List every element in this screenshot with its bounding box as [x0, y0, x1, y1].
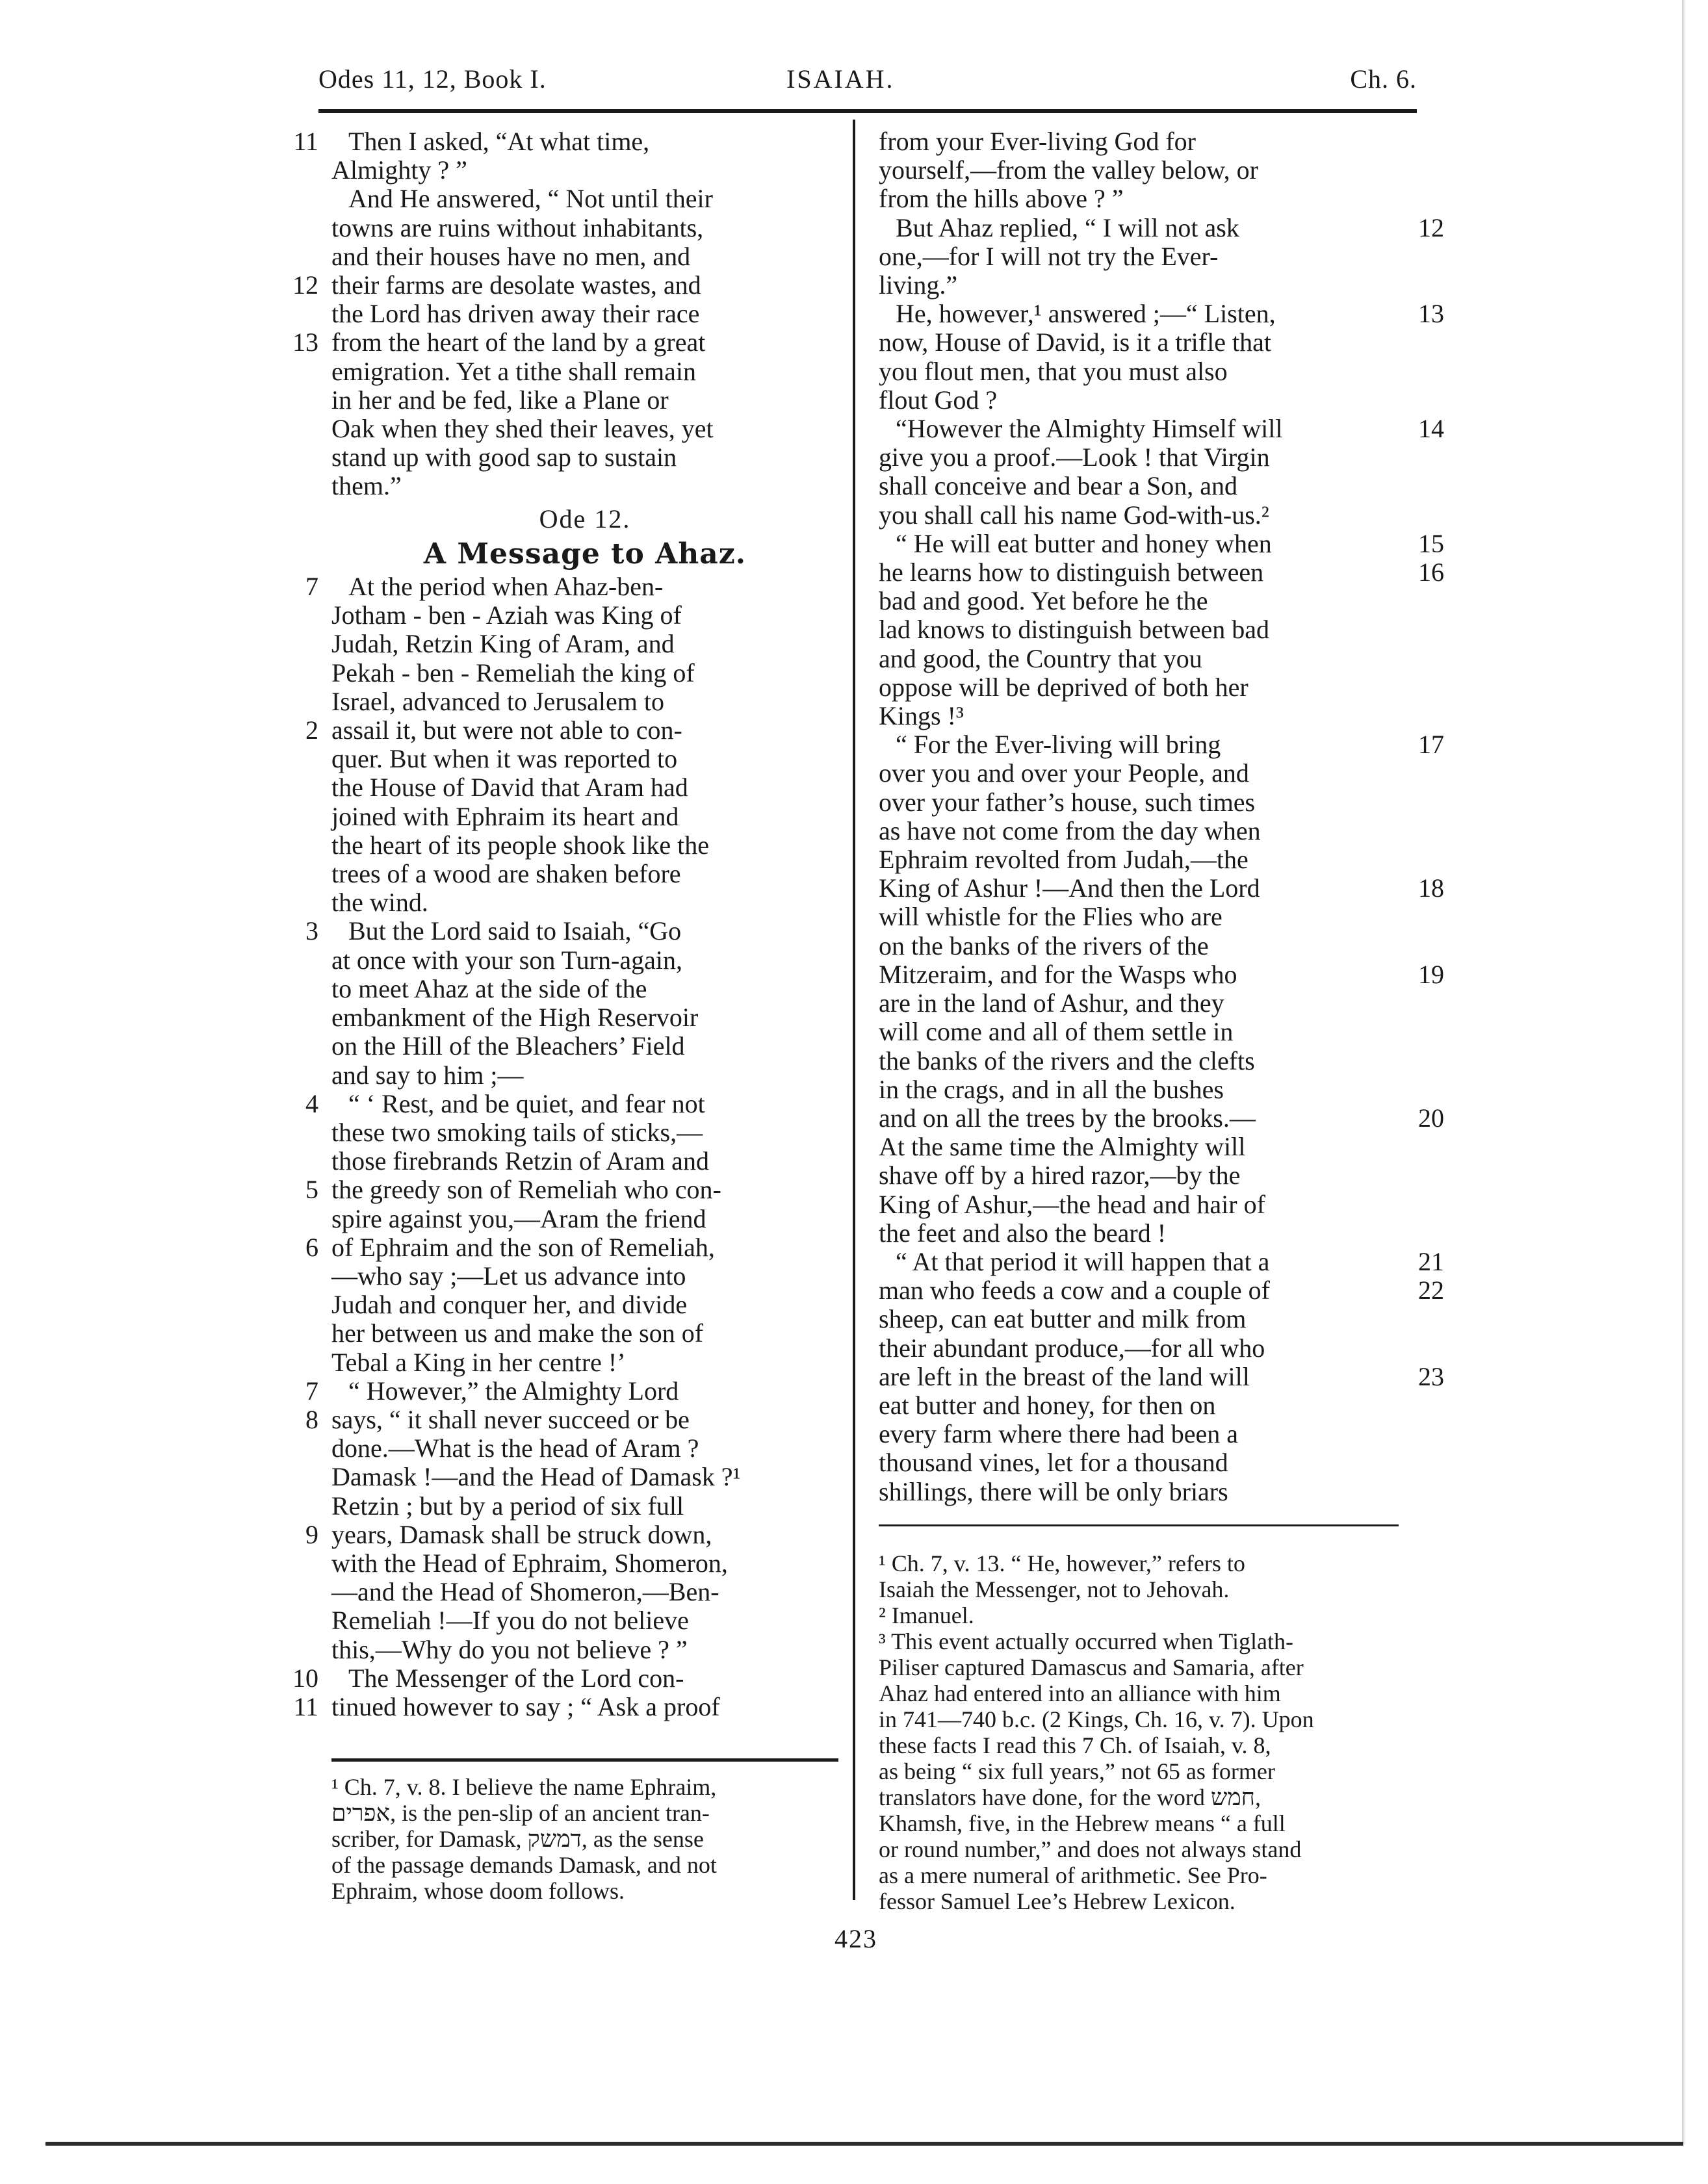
text-line: [293, 127, 838, 156]
text-line: [879, 1047, 1399, 1075]
line-text: Retzin ; but by a period of six full: [331, 1491, 684, 1521]
text-line: [879, 212, 1444, 242]
ode-heading: Ode 12.: [539, 504, 631, 533]
line-text: you shall call his name God-with-us.²: [879, 500, 1269, 530]
text-line: [879, 299, 1444, 329]
text-line: [879, 1276, 1444, 1305]
verse-number: 21: [1418, 1246, 1444, 1276]
line-text: on the Hill of the Bleachers’ Field: [331, 1031, 685, 1061]
text-line: [879, 989, 1399, 1018]
text-line: [331, 687, 838, 716]
line-text: the banks of the rivers and the clefts: [879, 1046, 1255, 1075]
footnote-line: of the passage demands Damask, and not: [331, 1852, 717, 1878]
text-line: [331, 831, 838, 860]
text-line: [331, 1463, 838, 1491]
line-text: shillings, there will be only briars: [879, 1476, 1228, 1506]
line-text: embankment of the High Reservoir: [331, 1003, 699, 1033]
line-text: will come and all of them settle in: [879, 1017, 1234, 1047]
line-text: living.”: [879, 270, 958, 300]
line-text: their abundant produce,—for all who: [879, 1333, 1265, 1363]
line-text: trees of a wood are shaken before: [331, 859, 681, 889]
line-text: with the Head of Ephraim, Shomeron,: [331, 1548, 728, 1578]
footnote-line: as a mere numeral of arithmetic. See Pro-: [879, 1862, 1267, 1888]
line-text: Jotham - ben - Aziah was King of: [331, 600, 682, 630]
text-line: [879, 702, 1399, 730]
verse-number: 18: [1418, 873, 1444, 903]
line-text: Pekah - ben - Remeliah the king of: [331, 658, 695, 687]
text-line: [331, 214, 838, 242]
verse-number: 4: [305, 1088, 318, 1118]
line-text: assail it, but were not able to con-: [331, 715, 682, 745]
line-text: the greedy son of Remeliah who con-: [331, 1175, 721, 1205]
line-text: tinued however to say ; “ Ask a proof: [331, 1691, 720, 1721]
verse-number: 16: [1418, 558, 1444, 587]
line-text: in her and be fed, like a Plane or: [331, 385, 669, 415]
text-line: [331, 443, 838, 472]
verse-number: 14: [1418, 414, 1444, 444]
column-divider: [853, 120, 855, 1900]
text-line: [879, 873, 1444, 903]
text-line: [879, 1075, 1399, 1104]
text-line: [879, 959, 1444, 989]
footnote-line: אפרים, is the pen-slip of an ancient tran-: [331, 1800, 710, 1826]
text-line: [305, 1088, 838, 1118]
ode-title: A Message to Ahaz.: [423, 537, 747, 571]
line-text: King of Ashur !—And then the Lord: [879, 873, 1260, 903]
line-text: But the Lord said to Isaiah, “Go: [348, 916, 682, 946]
line-text: over you and over your People, and: [879, 758, 1249, 788]
text-line: [879, 817, 1399, 845]
footnote-rule-left: [331, 1758, 838, 1762]
verse-number: 13: [292, 328, 318, 357]
line-text: every farm where there had been a: [879, 1419, 1239, 1449]
line-text: and their houses have no men, and: [331, 241, 691, 271]
text-line: [331, 472, 838, 500]
line-text: “ At that period it will happen that a: [896, 1246, 1270, 1276]
line-text: Israel, advanced to Jerusalem to: [331, 686, 665, 716]
verse-number: 12: [1418, 212, 1444, 242]
line-text: Kings !³: [879, 701, 964, 731]
text-line: [331, 659, 838, 687]
line-text: Oak when they shed their leaves, yet: [331, 414, 714, 444]
footnote-rule-right: [879, 1524, 1399, 1526]
line-text: shave off by a hired razor,—by the: [879, 1161, 1241, 1190]
line-text: —who say ;—Let us advance into: [331, 1261, 686, 1291]
line-text: the House of David that Aram had: [331, 773, 688, 803]
line-text: says, “ it shall never succeed or be: [331, 1404, 690, 1434]
line-text: “ ‘ Rest, and be quiet, and fear not: [348, 1088, 705, 1118]
text-line: [879, 673, 1399, 702]
text-line: [331, 1003, 838, 1032]
line-text: But Ahaz replied, “ I will not ask: [896, 212, 1239, 242]
footnote-line: Ahaz had entered into an alliance with him: [879, 1680, 1281, 1706]
line-text: are left in the breast of the land will: [879, 1361, 1250, 1391]
text-line: [879, 414, 1444, 444]
line-text: in the crags, and in all the bushes: [879, 1074, 1224, 1104]
verse-number: 7: [305, 1376, 318, 1406]
footnote-line: ¹ Ch. 7, v. 8. I believe the name Ephraim,: [331, 1774, 717, 1800]
text-line: [879, 1246, 1444, 1276]
line-text: of Ephraim and the son of Remeliah,: [331, 1232, 715, 1262]
line-text: her between us and make the son of: [331, 1318, 704, 1348]
verse-number: 7: [305, 572, 318, 602]
text-line: [331, 1578, 838, 1606]
text-line: [879, 528, 1444, 558]
line-text: you flout men, that you must also: [879, 356, 1228, 386]
footnote-line: these facts I read this 7 Ch. of Isaiah, v. 8,: [879, 1732, 1271, 1758]
line-text: Then I asked, “At what time,: [348, 127, 650, 156]
verse-number: 8: [305, 1404, 318, 1434]
text-line: [879, 558, 1444, 587]
line-text: as have not come from the day when: [879, 816, 1261, 845]
text-line: [331, 1492, 838, 1521]
text-line: [879, 1448, 1399, 1477]
line-text: And He answered, “ Not until their: [348, 184, 713, 214]
text-line: [879, 1478, 1399, 1506]
line-text: and say to him ;—: [331, 1060, 524, 1090]
line-text: He, however,¹ answered ;—“ Listen,: [896, 299, 1276, 329]
line-text: oppose will be deprived of both her: [879, 672, 1249, 702]
line-text: and good, the Country that you: [879, 643, 1202, 673]
text-line: [331, 1348, 838, 1377]
footnote-line: Piliser captured Damascus and Samaria, after: [879, 1654, 1304, 1680]
line-text: Judah, Retzin King of Aram, and: [331, 629, 675, 659]
verse-number: 5: [305, 1175, 318, 1205]
header-left: Odes 11, 12, Book I.: [318, 64, 547, 94]
verse-number: 10: [292, 1663, 318, 1693]
verse-number: 12: [292, 270, 318, 300]
line-text: eat butter and honey, for then on: [879, 1390, 1216, 1420]
line-text: to meet Ahaz at the side of the: [331, 973, 647, 1003]
text-line: [879, 472, 1399, 500]
line-text: man who feeds a cow and a couple of: [879, 1276, 1270, 1305]
text-line: [879, 156, 1399, 185]
line-text: on the banks of the rivers of the: [879, 931, 1209, 960]
text-line: [879, 1391, 1399, 1420]
text-line: [331, 1032, 838, 1060]
header-rule: [318, 109, 1417, 113]
page-edge-bottom: [45, 2142, 1683, 2146]
text-line: [331, 803, 838, 831]
text-line: [879, 1018, 1399, 1046]
line-text: he learns how to distinguish between: [879, 558, 1264, 587]
header-right: Ch. 6.: [1350, 64, 1417, 94]
text-line: [879, 1161, 1399, 1190]
line-text: “ For the Ever-living will bring: [896, 730, 1221, 760]
line-text: Remeliah !—If you do not believe: [331, 1606, 689, 1636]
header-title: ISAIAH.: [786, 64, 895, 94]
text-line: [331, 415, 838, 443]
text-line: [879, 328, 1399, 357]
line-text: —and the Head of Shomeron,—Ben-: [331, 1577, 719, 1607]
line-text: shall conceive and bear a Son, and: [879, 471, 1238, 501]
line-text: and on all the trees by the brooks.—: [879, 1103, 1256, 1133]
footnote-line: ² Imanuel.: [879, 1602, 974, 1628]
page-number: 423: [835, 1924, 877, 1953]
footnote-line: in 741—740 b.c. (2 Kings, Ch. 16, v. 7). Upon: [879, 1706, 1314, 1732]
text-line: [331, 1262, 838, 1291]
line-text: towns are ruins without inhabitants,: [331, 212, 704, 242]
right-column: [879, 127, 1444, 1506]
text-line: [305, 715, 838, 745]
text-line: [879, 1305, 1399, 1333]
line-text: lad knows to distinguish between bad: [879, 615, 1270, 645]
text-line: [331, 946, 838, 975]
line-text: At the same time the Almighty will: [879, 1132, 1246, 1162]
text-line: [331, 773, 838, 802]
text-line: [293, 1691, 838, 1721]
text-line: [305, 1404, 838, 1434]
footnote-line: Isaiah the Messenger, not to Jehovah.: [879, 1576, 1230, 1602]
line-text: Mitzeraim, and for the Wasps who: [879, 959, 1237, 989]
text-line: [331, 357, 838, 386]
text-line: [879, 903, 1399, 931]
footnote-line: Ephraim, whose doom follows.: [331, 1878, 625, 1904]
line-text: stand up with good sap to sustain: [331, 443, 677, 472]
line-text: Almighty ? ”: [331, 155, 467, 185]
text-line: [879, 730, 1444, 760]
verse-number: 9: [305, 1519, 318, 1549]
text-line: [879, 1103, 1444, 1133]
verse-number: 13: [1418, 299, 1444, 329]
text-line: [331, 386, 838, 415]
line-text: “However the Almighty Himself will: [896, 414, 1283, 444]
text-line: [331, 1118, 838, 1147]
text-line: [879, 386, 1399, 415]
line-text: their farms are desolate wastes, and: [331, 270, 701, 300]
verse-number: 2: [305, 715, 318, 745]
line-text: the feet and also the beard !: [879, 1218, 1167, 1248]
text-line: [292, 1663, 838, 1693]
line-text: Judah and conquer her, and divide: [331, 1290, 688, 1320]
line-text: flout God ?: [879, 385, 998, 415]
text-line: [305, 1376, 838, 1406]
text-line: [331, 1636, 838, 1664]
verse-number: 11: [293, 127, 318, 156]
line-text: The Messenger of the Lord con-: [348, 1663, 684, 1693]
line-text: these two smoking tails of sticks,—: [331, 1117, 703, 1147]
line-text: the wind.: [331, 888, 428, 918]
line-text: thousand vines, let for a thousand: [879, 1448, 1228, 1478]
text-line: [879, 127, 1399, 156]
text-line: [331, 1291, 838, 1319]
line-text: those firebrands Retzin of Aram and: [331, 1146, 709, 1176]
text-line: [879, 1219, 1399, 1248]
line-text: one,—for I will not try the Ever-: [879, 241, 1219, 271]
line-text: At the period when Ahaz-ben-: [348, 572, 664, 602]
page-edge-right: [1682, 0, 1686, 2144]
text-line: [879, 587, 1399, 615]
line-text: the Lord has driven away their race: [331, 299, 700, 329]
text-line: [331, 300, 838, 328]
line-text: from your Ever-living God for: [879, 127, 1196, 156]
line-text: Tebal a King in her centre !’: [331, 1347, 626, 1377]
text-line: [331, 1606, 838, 1635]
text-line: [879, 501, 1399, 530]
line-text: the heart of its people shook like the: [331, 830, 709, 860]
line-text: give you a proof.—Look ! that Virgin: [879, 443, 1270, 472]
verse-number: 19: [1418, 959, 1444, 989]
text-line: [879, 645, 1399, 673]
footnote-line: ³ This event actually occurred when Tiglath-: [879, 1628, 1293, 1654]
text-line: [879, 271, 1399, 300]
line-text: emigration. Yet a tithe shall remain: [331, 356, 696, 386]
text-line: [305, 1175, 838, 1205]
text-line: [305, 1232, 838, 1262]
text-line: [331, 601, 838, 630]
text-line: [879, 615, 1399, 644]
text-line: [331, 1147, 838, 1176]
verse-number: 15: [1418, 528, 1444, 558]
footnote-line: translators have done, for the word חמש,: [879, 1784, 1261, 1810]
text-line: [331, 630, 838, 658]
line-text: King of Ashur,—the head and hair of: [879, 1189, 1265, 1219]
left-column: [292, 127, 838, 1721]
line-text: Ephraim revolted from Judah,—the: [879, 845, 1249, 875]
line-text: sheep, can eat butter and milk from: [879, 1304, 1247, 1334]
text-line: [331, 242, 838, 271]
line-text: years, Damask shall be struck down,: [331, 1519, 712, 1549]
text-line: [331, 1434, 838, 1463]
text-line: [879, 1420, 1399, 1448]
text-line: [331, 975, 838, 1003]
line-text: Damask !—and the Head of Damask ?¹: [331, 1462, 741, 1492]
text-line: [331, 1319, 838, 1348]
footnote-line: scriber, for Damask, דמשק, as the sense: [331, 1826, 704, 1852]
text-line: [879, 1334, 1399, 1363]
text-line: [879, 788, 1399, 817]
line-text: joined with Ephraim its heart and: [331, 801, 679, 831]
text-line: [331, 185, 838, 213]
text-line: [879, 443, 1399, 472]
line-text: bad and good. Yet before he the: [879, 586, 1208, 616]
text-line: [292, 270, 838, 300]
text-line: [879, 242, 1399, 271]
verse-number: 20: [1418, 1103, 1444, 1133]
footnotes-right: [879, 1550, 1399, 1914]
footnote-line: Khamsh, five, in the Hebrew means “ a full: [879, 1810, 1286, 1836]
text-line: [879, 1133, 1399, 1161]
verse-number: 6: [305, 1232, 318, 1262]
line-text: from the hills above ? ”: [879, 184, 1124, 214]
line-text: “ However,” the Almighty Lord: [348, 1376, 679, 1406]
footnote-line: ¹ Ch. 7, v. 13. “ He, however,” refers to: [879, 1550, 1245, 1576]
text-line: [331, 1549, 838, 1578]
line-text: quer. But when it was reported to: [331, 744, 678, 774]
footnote-line: as being “ six full years,” not 65 as former: [879, 1758, 1275, 1784]
line-text: done.—What is the head of Aram ?: [331, 1433, 699, 1463]
text-line: [879, 759, 1399, 788]
text-line: [331, 888, 838, 917]
verse-number: 17: [1418, 730, 1444, 760]
running-header: [318, 64, 1417, 103]
line-text: this,—Why do you not believe ? ”: [331, 1634, 688, 1664]
text-line: [331, 1205, 838, 1233]
text-line: [331, 860, 838, 888]
footnotes-left: [331, 1774, 838, 1904]
text-line: [331, 1061, 838, 1090]
text-line: [331, 745, 838, 773]
verse-number: 3: [305, 916, 318, 946]
footnote-line: fessor Samuel Lee’s Hebrew Lexicon.: [879, 1888, 1236, 1914]
line-text: yourself,—from the valley below, or: [879, 155, 1258, 185]
text-line: [305, 916, 838, 946]
text-line: [305, 1519, 838, 1549]
line-text: over your father’s house, such times: [879, 787, 1256, 817]
verse-number: 11: [293, 1691, 318, 1721]
line-text: now, House of David, is it a trifle that: [879, 328, 1271, 357]
text-line: [879, 845, 1399, 874]
text-line: [305, 572, 838, 602]
text-line: [879, 357, 1399, 386]
text-line: [879, 1190, 1399, 1219]
text-line: [879, 185, 1399, 213]
footnote-line: or round number,” and does not always stand: [879, 1836, 1302, 1862]
line-text: spire against you,—Aram the friend: [331, 1203, 706, 1233]
verse-number: 23: [1418, 1361, 1444, 1391]
text-line: [331, 156, 838, 185]
line-text: at once with your son Turn-again,: [331, 945, 682, 975]
line-text: are in the land of Ashur, and they: [879, 988, 1224, 1018]
line-text: will whistle for the Flies who are: [879, 902, 1223, 932]
text-line: [292, 328, 838, 357]
line-text: them.”: [331, 471, 402, 501]
line-text: “ He will eat butter and honey when: [896, 528, 1272, 558]
text-line: [879, 932, 1399, 960]
verse-number: 22: [1418, 1276, 1444, 1305]
text-line: [879, 1361, 1444, 1391]
line-text: from the heart of the land by a great: [331, 328, 706, 357]
